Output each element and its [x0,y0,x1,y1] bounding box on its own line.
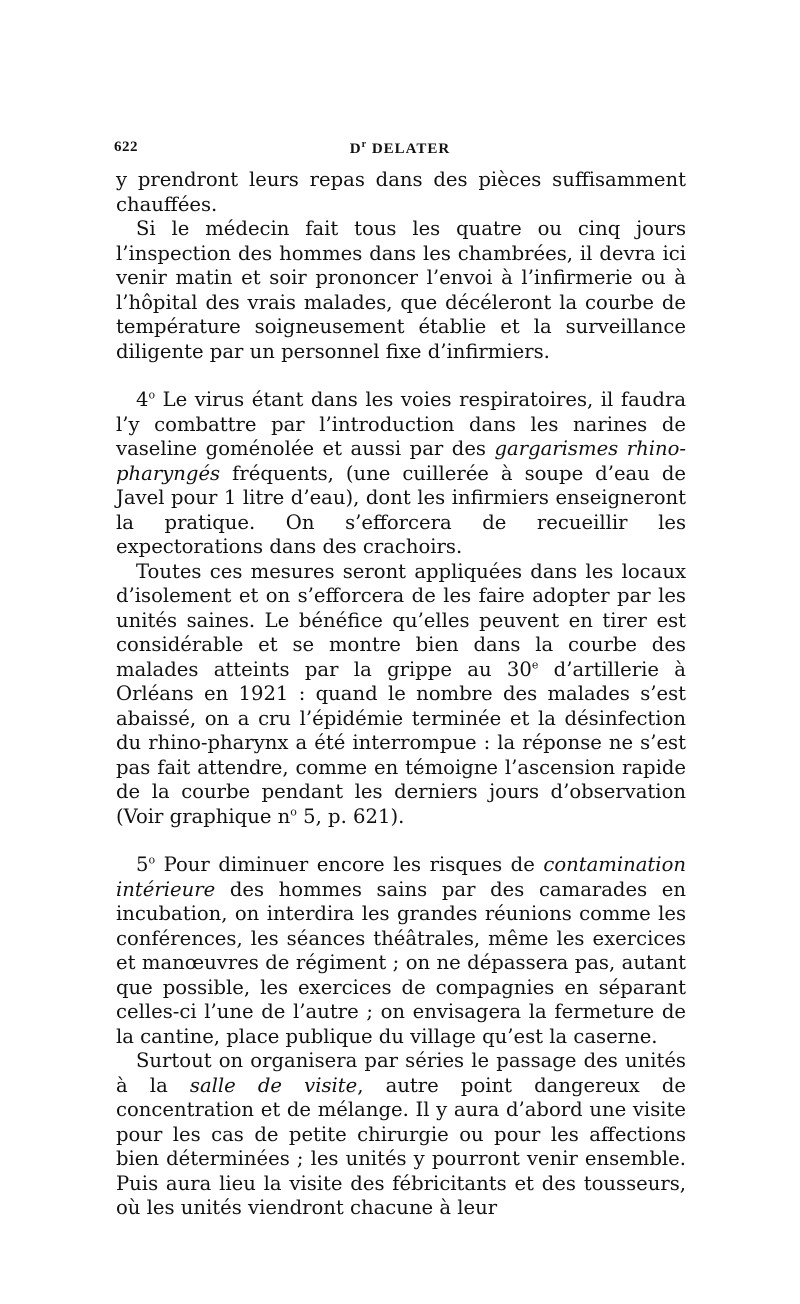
paragraph-3 [116,388,686,560]
running-head [0,139,800,158]
paragraph-4 [116,560,686,830]
italic-term: contamination intérieure [116,853,686,901]
body-text [116,168,686,1221]
author-title: D [349,141,362,157]
paragraph-4-text-b: d’artillerie à Orléans en 1921 : quand le nombre des malades s’est abaissé, on a cru l’épidémie terminée et la désinfection du rhino-pharynx a été interrompue : la réponse ne s’est pas fait attendre, comme en témoigne l’ascension rapide de la courbe pendant les derniers jours d’observation (Voir graphique n [116,657,686,828]
section-number: 5 [136,853,149,876]
paragraph-3-text-b: fréquents, (une cuillerée à soupe d’eau de Javel pour 1 litre d’eau), dont les infirmiers enseigneront la pratique. On s’efforcera de recueillir les expectorations dans des crachoirs. [116,461,686,558]
ordinal-superscript: o [290,804,297,818]
paragraph-3-text-a: Le virus étant dans les voies respiratoires, il faudra l’y combattre par l’introduction dans les narines de vaseline goménolée et aussi par des [116,388,686,460]
italic-term: salle de visite [189,1073,358,1097]
section-number: 4 [136,388,149,411]
paragraph-1: y prendront leurs repas dans des pièces suffisamment chauffées. [116,168,686,216]
author-title-superscript: r [361,139,368,150]
paragraph-6-text-a: Surtout on organisera par séries le passage des unités à la [116,1049,686,1097]
paragraph-6 [116,1049,686,1221]
paragraph-5 [116,853,686,1049]
paragraph-2: Si le médecin fait tous les quatre ou cinq jours l’inspection des hommes dans les chambrées, il devra ici venir matin et soir prononcer l’envoi à l’infirmerie ou à l’hôpital des vrais malades, que décéleront la courbe de température soigneusement établie et la surveillance diligente par un personnel fixe d’infirmiers. [116,217,686,363]
paragraph-5-text-a: Pour diminuer encore les risques de [155,853,544,876]
paragraph-6-text-b: , autre point dangereux de concentration et de mélange. Il y aura d’abord une visite pour les cas de petite chirurgie ou pour les affections bien déterminées ; les unités y pourront venir ensemble. Puis aura lieu la visite des fébricitants et des tousseurs, où les unités viendront chacune à leur [116,1073,686,1219]
paragraph-4-text-a: Toutes ces mesures seront appliquées dans les locaux d’isolement et on s’efforcera de les faire adopter par les unités saines. Le bénéfice qu’elles peuvent en tirer est considérable et se montre bien dans la courbe des malades atteints par la grippe au 30 [116,559,686,681]
paragraph-5-text-b: des hommes sains par des camarades en incubation, on interdira les grandes réunions comme les conférences, les séances théâtrales, même les exercices et manœuvres de régiment ; on ne dépassera pas, autant que possible, les exercices de compagnies en séparant celles-ci l’une de l’autre ; on envisagera la fermeture de la cantine, place publique du village qu’est la caserne. [116,877,686,1048]
page-number: 622 [114,139,138,155]
ordinal-superscript: o [148,853,156,867]
author-name: DELATER [371,141,451,157]
italic-term: gargarismes rhino-pharyngés [116,437,687,485]
ordinal-superscript: o [148,388,156,402]
paragraph-4-text-c: 5, p. 621). [296,804,405,828]
ordinal-superscript: e [531,657,539,671]
